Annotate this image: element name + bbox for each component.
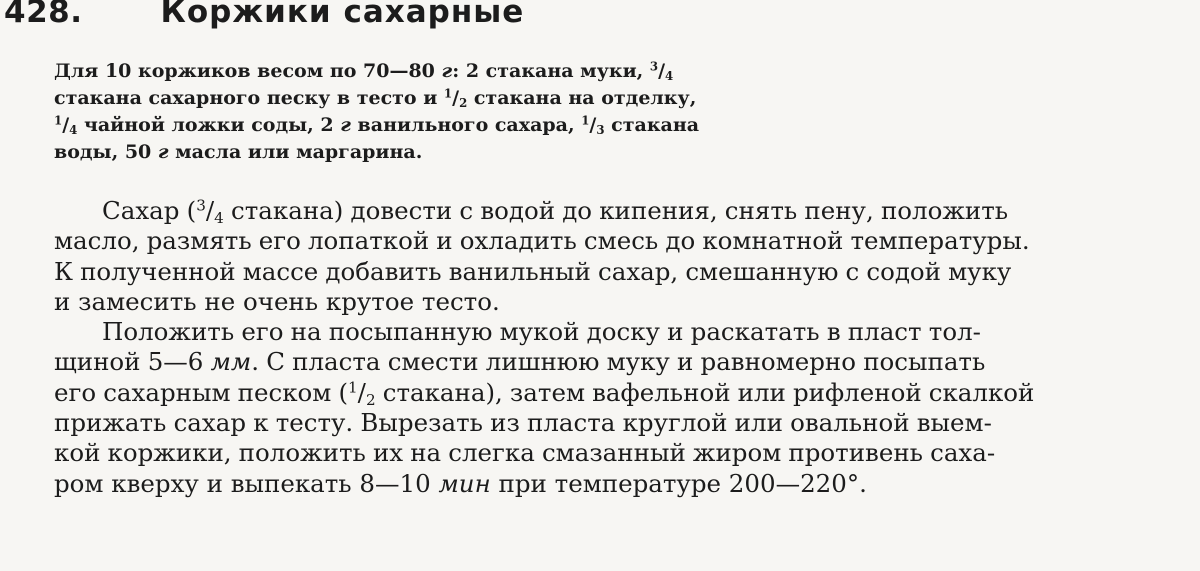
method-line — [54, 438, 1200, 468]
method-line — [54, 226, 1200, 256]
text-run: кой коржики, положить их на слегка смазанный жиром противень саха- — [54, 438, 996, 468]
fraction-denominator: 2 — [365, 390, 376, 409]
unit-abbreviation: г — [340, 114, 351, 136]
text-run: воды, 50 — [54, 141, 158, 163]
text-run: чайной ложки соды, 2 — [77, 114, 341, 136]
ingredients-paragraph — [54, 58, 874, 166]
ingredients-line — [54, 58, 874, 85]
text-run: его сахарным песком ( — [54, 377, 348, 407]
unit-abbreviation: г — [157, 141, 169, 163]
text-run: / — [589, 114, 597, 136]
recipe-number: 428. — [4, 0, 83, 30]
unit-abbreviation: г — [441, 60, 453, 82]
unit-abbreviation: мин — [438, 468, 491, 498]
text-run: стакана сахарного песку в тесто и — [54, 87, 444, 109]
text-run: стакана — [604, 114, 700, 136]
text-run: / — [62, 114, 70, 136]
fraction-numerator: 3 — [196, 196, 206, 215]
method-line — [54, 317, 1200, 347]
text-run: масло, размять его лопаткой и охладить смесь до комнатной температуры. — [54, 226, 1030, 256]
fraction-numerator: 1 — [581, 113, 590, 128]
method-line — [54, 287, 1200, 317]
text-run: ром кверху и выпекать 8—10 — [54, 468, 439, 498]
fraction-numerator: 1 — [348, 378, 358, 397]
text-run: : 2 стакана муки, — [452, 60, 650, 82]
method-line — [54, 469, 1200, 499]
fraction-denominator: 4 — [69, 122, 78, 137]
text-run: Для 10 коржиков весом по 70—80 — [54, 60, 442, 82]
text-run: ванильного сахара, — [350, 114, 582, 136]
text-run: при температуре 200—220°. — [490, 468, 867, 498]
fraction-denominator: 2 — [459, 95, 468, 110]
method-line — [54, 408, 1200, 438]
method-line — [54, 378, 1200, 408]
fraction-denominator: 4 — [214, 208, 224, 227]
text-run: щиной 5—6 — [54, 347, 211, 377]
text-run: . С пласта смести лишнюю муку и равномерно посыпать — [251, 347, 986, 377]
text-run: / — [357, 377, 366, 407]
method-line — [54, 196, 1200, 226]
text-run: прижать сахар к тесту. Вырезать из пласта круглой или овальной выем- — [54, 408, 992, 438]
method-text — [54, 196, 1200, 499]
unit-abbreviation: мм — [210, 347, 252, 377]
recipe-header — [4, 0, 524, 40]
fraction-numerator: 1 — [443, 86, 453, 101]
recipe-title: Коржики сахарные — [160, 0, 525, 30]
fraction-denominator: 3 — [596, 122, 605, 137]
ingredients-line — [54, 139, 874, 166]
text-run: масла или маргарина. — [168, 141, 423, 163]
ingredients-line — [54, 112, 874, 139]
text-run: стакана) довести с водой до кипения, снять пену, положить — [223, 196, 1009, 225]
text-run: Сахар ( — [102, 196, 197, 225]
fraction-numerator: 3 — [649, 59, 659, 74]
fraction-denominator: 4 — [665, 68, 674, 83]
method-line — [54, 347, 1200, 377]
text-run: стакана на отделку, — [467, 87, 697, 109]
text-run: Положить его на посыпанную мукой доску и раскатать в пласт тол- — [102, 317, 981, 347]
text-run: стакана), затем вафельной или рифленой скалкой — [375, 377, 1035, 407]
text-run: и замесить не очень крутое тесто. — [54, 286, 500, 316]
fraction-numerator: 1 — [54, 113, 63, 128]
text-run: / — [658, 60, 666, 82]
method-line — [54, 257, 1200, 287]
text-run: К полученной массе добавить ванильный сахар, смешанную с содой муку — [54, 256, 1012, 286]
ingredients-line — [54, 85, 874, 112]
text-run: / — [452, 87, 460, 109]
text-run: / — [205, 196, 215, 225]
